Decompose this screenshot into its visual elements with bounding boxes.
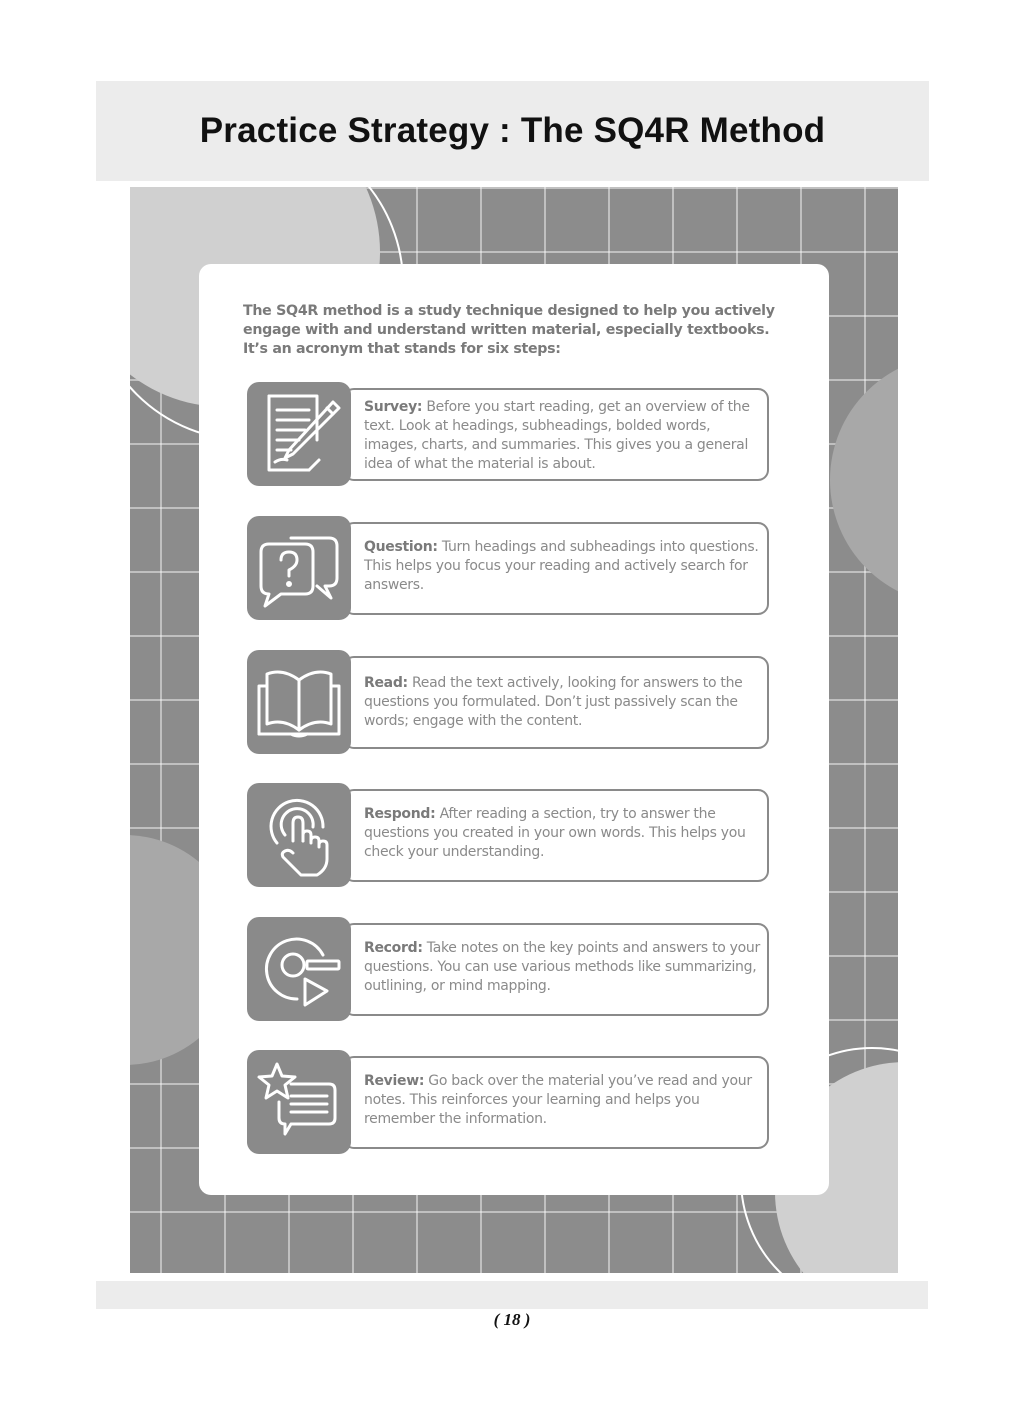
step-question: [247, 516, 771, 620]
decorative-circle: [830, 355, 898, 605]
page-title: Practice Strategy : The SQ4R Method: [199, 111, 826, 150]
step-record: [247, 917, 771, 1021]
page-number: ( 18 ): [493, 1310, 531, 1329]
document-pen-icon: [247, 382, 351, 486]
step-body: Before you start reading, get an overview of the text. Look at headings, subheadings, bolded words, images, charts, and summaries. This gives you a general idea of what the material is about.: [364, 399, 750, 472]
step-body: Take notes on the key points and answers to your questions. You can use various methods like summarizing, outlining, or mind mapping.: [364, 940, 760, 994]
step-description: [364, 805, 760, 862]
content-card: [199, 264, 829, 1195]
intro-paragraph: The SQ4R method is a study technique designed to help you actively engage with and understand written material, especially textbooks. It’s an acronym that stands for six steps:: [243, 303, 775, 357]
step-description: [364, 939, 760, 996]
step-survey: [247, 382, 771, 486]
step-description: [364, 1072, 760, 1129]
step-read: [247, 650, 771, 754]
step-body: After reading a section, try to answer the questions you created in your own words. This helps you check your understanding.: [364, 806, 746, 860]
open-book-icon: [247, 650, 351, 754]
step-respond: [247, 783, 771, 887]
record-play-icon: [247, 917, 351, 1021]
header-band: [96, 81, 929, 181]
touch-hand-icon: [247, 783, 351, 887]
step-body: Turn headings and subheadings into questions. This helps you focus your reading and actively search for answers.: [364, 539, 759, 593]
step-body: Read the text actively, looking for answers to the questions you formulated. Don’t just passively scan the words; engage with the content.: [364, 675, 743, 729]
star-review-icon: [247, 1050, 351, 1154]
step-title: Question:: [364, 539, 438, 555]
step-title: Respond:: [364, 806, 436, 822]
step-description: [364, 674, 760, 731]
question-bubbles-icon: [247, 516, 351, 620]
step-body: Go back over the material you’ve read and your notes. This reinforces your learning and helps you remember the information.: [364, 1073, 752, 1127]
step-description: [364, 538, 760, 595]
step-description: [364, 398, 760, 474]
step-title: Survey:: [364, 399, 423, 415]
step-title: Record:: [364, 940, 423, 956]
footer-band: [96, 1281, 928, 1309]
step-review: [247, 1050, 771, 1154]
step-title: Read:: [364, 675, 408, 691]
step-title: Review:: [364, 1073, 425, 1089]
